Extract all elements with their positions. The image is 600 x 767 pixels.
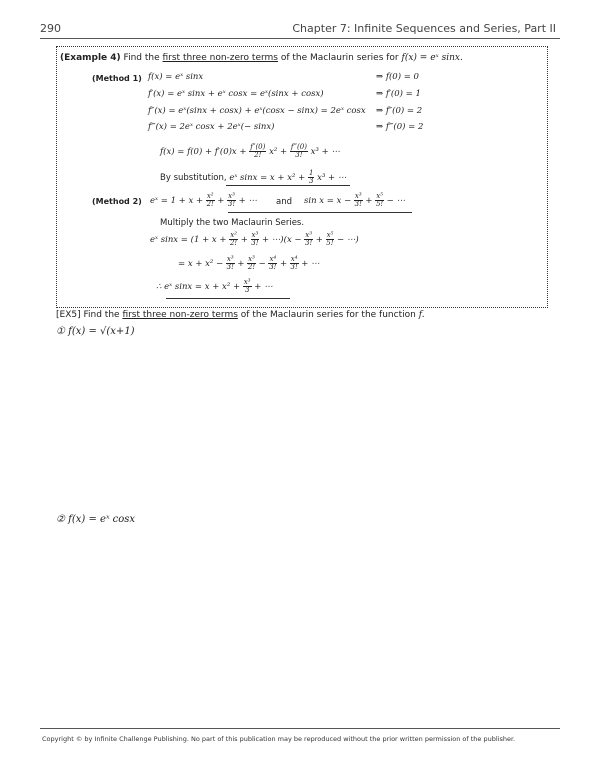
ex-frac-2-num: x² (206, 192, 214, 200)
sin-series (304, 193, 405, 208)
question-2: ② f(x) = eˣ cosx (56, 514, 136, 525)
subst-pre: eˣ sinx = x + x² + (229, 173, 306, 183)
prod-frac-2-den: 3! (251, 239, 259, 247)
example-prompt-post: of the Maclaurin series for (280, 53, 399, 63)
l2-frac-3-num: x⁴ (269, 255, 277, 263)
prod-a: (1 + x + (190, 235, 227, 245)
subst-label: By substitution, (160, 173, 227, 183)
conclusion-pre: ∴ eˣ sinx = x + x² + (156, 282, 241, 292)
l2-frac-4-den: 3! (290, 263, 298, 271)
prod-g: + (315, 235, 323, 245)
subst-frac-num: 1 (308, 169, 314, 177)
example-label: (Example 4) (60, 53, 121, 63)
prod-frac-1-den: 2! (229, 239, 238, 247)
m1-line-2-rhs: ⇒ f′(0) = 1 (376, 89, 421, 99)
m1-line-3-rhs: ⇒ f″(0) = 2 (376, 106, 423, 116)
expansion-line (178, 256, 320, 271)
prod-frac-3-den: 3! (305, 239, 313, 247)
taylor-lhs: f(x) = f(0) + f′(0)x + (160, 147, 247, 157)
ex-frac-2 (206, 193, 215, 208)
taylor-frac-3-den: 3! (295, 151, 303, 159)
chapter-title: Chapter 7: Infinite Sequences and Series, Part II (292, 22, 556, 35)
taylor-tail: x³ + ⋯ (310, 147, 340, 157)
series-underline (228, 212, 412, 213)
exercise-underlined: first three non-zero terms (122, 310, 238, 320)
subst-frac (308, 170, 314, 185)
ex-frac-2-den: 2! (206, 200, 214, 208)
l2-frac-2-den: 2! (247, 263, 256, 271)
exercise-label: [EX5] (56, 310, 81, 320)
method1-label: (Method 1) (92, 74, 142, 83)
prod-frac-4 (326, 232, 335, 247)
subst-frac-den: 3 (308, 177, 314, 185)
l2-frac-4 (290, 256, 299, 271)
prod-frac-3-num: x³ (305, 231, 313, 239)
example-function: f(x) = eˣ sinx. (401, 53, 463, 63)
exercise-prompt (56, 310, 425, 320)
l2-pre: = x + x² − (178, 259, 224, 269)
prod-e: + ⋯)(x − (261, 235, 302, 245)
ex-frac-3-den: 3! (227, 200, 236, 208)
example-prompt-underlined: first three non-zero terms (162, 53, 278, 63)
l2-frac-2-num: x³ (248, 255, 255, 263)
l2-frac-1-den: 3! (226, 263, 234, 271)
example-prompt-pre: Find the (123, 53, 160, 63)
taylor-frac-2 (249, 144, 266, 159)
taylor-frac-2-den: 2! (254, 151, 262, 159)
ex-tail: + ⋯ (238, 196, 257, 206)
prod-i: − ⋯) (337, 235, 359, 245)
prod-frac-4-num: x⁵ (326, 231, 334, 239)
prod-frac-3 (304, 232, 313, 247)
l2-frac-4-num: x⁴ (290, 255, 298, 263)
prod-frac-4-den: 5! (326, 239, 334, 247)
taylor-frac-3-num: f‴(0) (290, 143, 307, 151)
sin-frac-3-num: x³ (354, 192, 362, 200)
l2-h: + ⋯ (301, 259, 320, 269)
sin-frac-3-den: 3! (354, 200, 362, 208)
conclusion-frac (243, 279, 252, 294)
conclusion-frac-den: 3 (244, 286, 250, 294)
taylor-formula (160, 144, 340, 159)
exercise-post: of the Maclaurin series for the function (240, 310, 416, 320)
prod-frac-1-num: x² (230, 231, 237, 239)
m1-line-1-lhs: f(x) = eˣ sinx (148, 72, 204, 82)
ex-series (150, 193, 257, 208)
taylor-frac-2-num: f″(0) (250, 143, 266, 151)
sin-frac-3 (354, 193, 363, 208)
footer-divider (40, 728, 560, 729)
sin-pre: sin x = x − (304, 196, 352, 206)
sin-tail: − ⋯ (386, 196, 405, 206)
subst-post: x³ + ⋯ (317, 173, 347, 183)
page-number: 290 (40, 22, 61, 35)
l2-b: + (237, 259, 245, 269)
prod-frac-2-num: x³ (251, 231, 259, 239)
l2-f: + (279, 259, 288, 269)
l2-frac-1 (226, 256, 235, 271)
taylor-frac-3 (290, 144, 308, 159)
multiply-instruction: Multiply the two Maclaurin Series. (160, 218, 305, 228)
sin-plus: + (365, 196, 373, 206)
substitution-line (160, 170, 346, 185)
m1-line-1-rhs: ⇒ f(0) = 0 (376, 72, 419, 82)
conclusion-frac-num: x³ (243, 278, 251, 286)
method2-label: (Method 2) (92, 197, 142, 206)
ex-frac-3 (227, 193, 236, 208)
header-divider (40, 38, 560, 39)
prod-frac-2 (251, 232, 260, 247)
subst-underline (226, 185, 350, 186)
conclusion-underline (166, 298, 290, 299)
ex-frac-3-num: x³ (228, 192, 235, 200)
sin-frac-5-num: x⁵ (376, 192, 383, 200)
question-1: ① f(x) = √(x+1) (56, 326, 135, 337)
and-word: and (276, 197, 292, 207)
prod-c: + (240, 235, 248, 245)
product-line (150, 232, 359, 247)
prod-lhs: eˣ sinx = (150, 235, 188, 245)
exercise-pre: Find the (83, 310, 120, 320)
m1-line-2-lhs: f′(x) = eˣ sinx + eˣ cosx = eˣ(sinx + cosx) (148, 89, 324, 99)
conclusion-tail: + ⋯ (254, 282, 273, 292)
sin-frac-5 (375, 193, 384, 208)
ex-plus: + (217, 196, 225, 206)
l2-frac-3 (268, 256, 277, 271)
l2-frac-3-den: 3! (269, 263, 277, 271)
taylor-mid: x² + (269, 147, 288, 157)
ex-pre: eˣ = 1 + x + (150, 196, 204, 206)
exercise-func: f. (418, 310, 425, 320)
prod-frac-1 (229, 232, 238, 247)
l2-frac-1-num: x³ (226, 255, 234, 263)
m1-line-4-rhs: ⇒ f‴(0) = 2 (376, 122, 424, 132)
m1-line-3-lhs: f″(x) = eˣ(sinx + cosx) + eˣ(cosx − sinx) = 2eˣ cosx (148, 106, 366, 116)
sin-frac-5-den: 5! (375, 200, 384, 208)
l2-frac-2 (247, 256, 256, 271)
copyright-notice: Copyright © by Infinite Challenge Publishing. No part of this publication may be reproduced without the prior written permission of the publisher. (42, 735, 516, 743)
l2-d: − (258, 259, 266, 269)
conclusion-line (156, 279, 273, 294)
m1-line-4-lhs: f‴(x) = 2eˣ cosx + 2eˣ(− sinx) (148, 122, 275, 132)
example-prompt (60, 53, 463, 63)
